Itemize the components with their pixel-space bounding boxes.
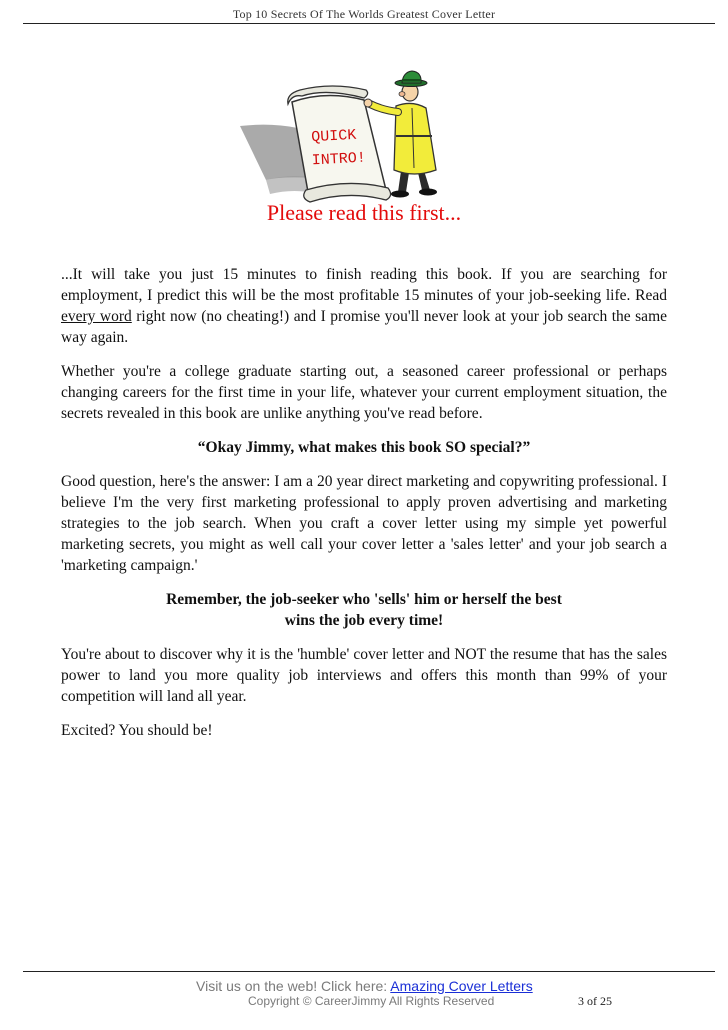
remember-callout xyxy=(61,589,667,631)
intro-paragraph-3: Good question, here's the answer: I am a 20 year direct marketing and copywriting professional. I believe I'm the very first marketing professional to apply proven advertising and marketing strategies to the job search. When you craft a cover letter using my simple yet powerful marketing secrets, you might as well call your cover letter a 'sales letter' and your job search a 'marketing campaign.' xyxy=(61,473,667,574)
special-question-callout: “Okay Jimmy, what makes this book SO special?” xyxy=(197,439,531,456)
intro-paragraph-2: Whether you're a college graduate starting out, a seasoned career professional or perhaps changing careers for the first time in your life, whatever your current employment situation, the secrets revealed in this book are unlike anything you've read before. xyxy=(61,363,667,422)
footer-visit-line xyxy=(196,978,533,994)
remember-callout-line1: Remember, the job-seeker who 'sells' him or herself the best xyxy=(166,591,562,608)
every-word-emphasis: every word xyxy=(61,308,132,325)
scroll-text-line2: INTRO! xyxy=(311,149,367,170)
scroll-text-line1: QUICK xyxy=(310,126,357,147)
intro-paragraph-5: Excited? You should be! xyxy=(61,722,213,739)
page-number: 3 of 25 xyxy=(578,994,612,1008)
intro-paragraph-1 xyxy=(61,264,667,348)
please-read-banner: Please read this first... xyxy=(266,200,462,225)
footer-divider xyxy=(23,971,715,972)
remember-callout-line2: wins the job every time! xyxy=(284,612,444,629)
footer-visit-text: Visit us on the web! Click here: xyxy=(196,978,391,994)
quick-intro-illustration xyxy=(236,68,456,204)
p1-text-a: ...It will take you just 15 minutes to finish reading this book. If you are searching for employment, I predict this will be the most profitable 15 minutes of your job-seeking life. Read xyxy=(61,266,667,304)
amazing-cover-letters-link[interactable]: Amazing Cover Letters xyxy=(390,978,533,994)
footer-copyright: Copyright © CareerJimmy All Rights Reserved xyxy=(248,994,495,1008)
document-header-title: Top 10 Secrets Of The Worlds Greatest Cover Letter xyxy=(232,7,496,21)
intro-paragraph-4: You're about to discover why it is the 'humble' cover letter and NOT the resume that has the sales power to land you more quality job interviews and offers this month than 99% of your competition will land all year. xyxy=(61,646,667,705)
p1-text-b: right now (no cheating!) and I promise you'll never look at your job search the same way again. xyxy=(61,308,667,346)
intro-body xyxy=(61,264,667,754)
header-divider xyxy=(23,23,715,24)
